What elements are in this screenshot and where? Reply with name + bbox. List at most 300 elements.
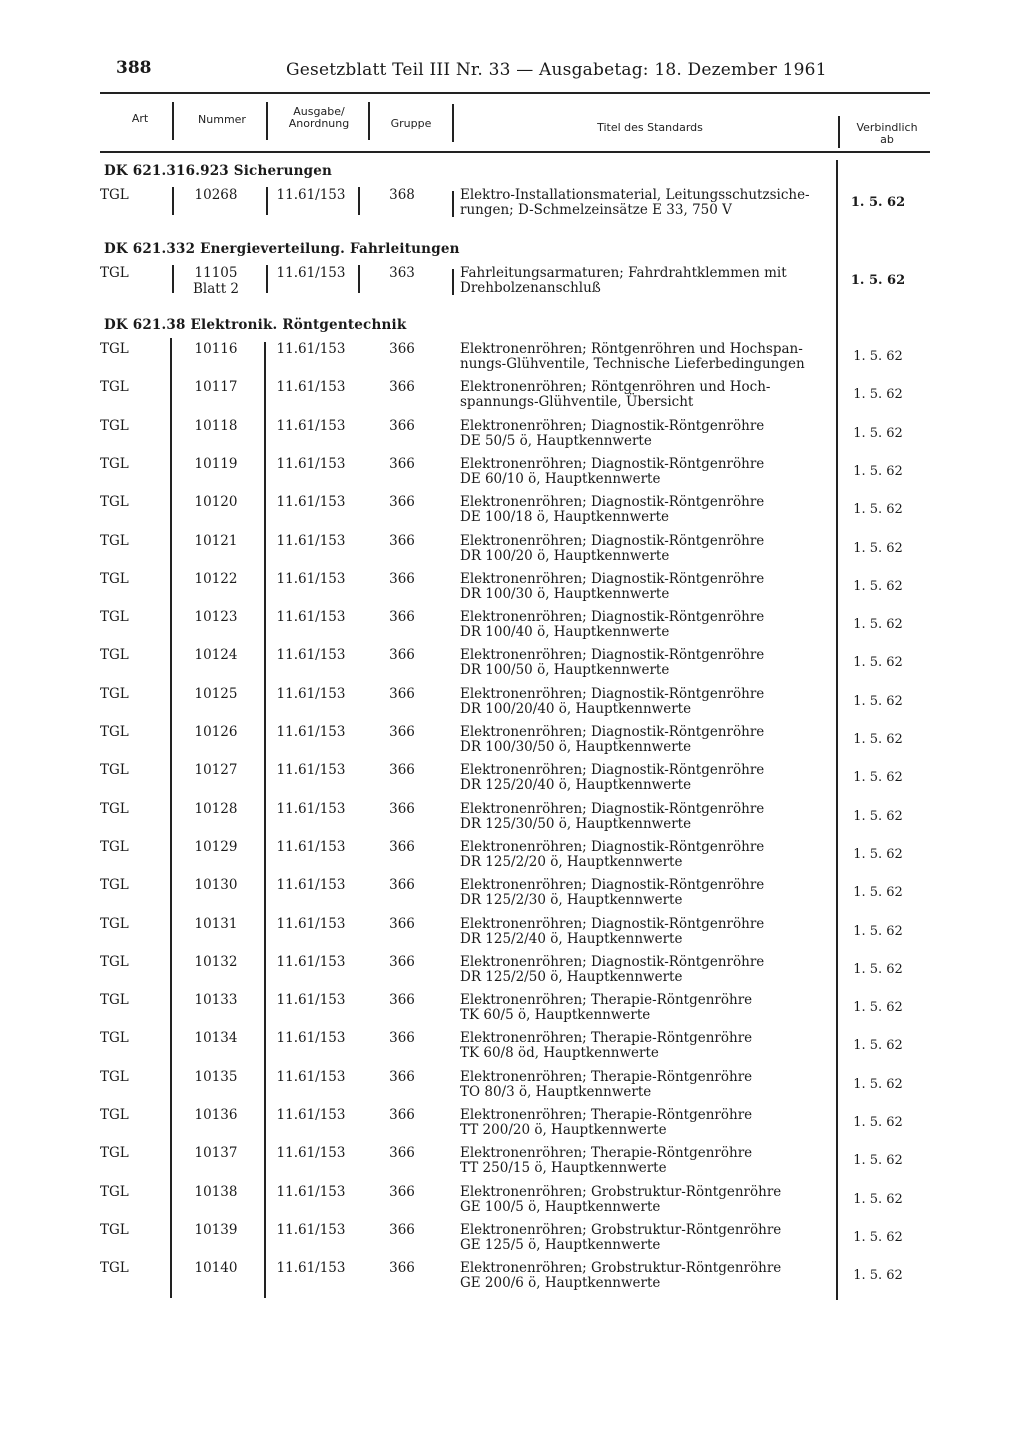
cell-verbindlich: 1. 5. 62 (853, 962, 903, 977)
cell-gruppe: 366 (389, 647, 415, 663)
cell-nummer-value: 10117 (194, 379, 238, 395)
cell-art: TGL (100, 762, 129, 778)
cell-titel-line1: Elektronenröhren; Diagnostik-Röntgenröhre (460, 724, 765, 740)
cell-titel (460, 1261, 835, 1291)
cell-titel-line1: Elektronenröhren; Diagnostik-Röntgenröhre (460, 762, 765, 778)
cell-nummer (176, 571, 256, 587)
cell-titel-line1: Elektronenröhren; Röntgenröhren und Hochspan- (460, 341, 803, 357)
cell-titel-line1: Elektronenröhren; Röntgenröhren und Hoch- (460, 379, 771, 395)
cell-titel (460, 1223, 835, 1253)
cell-ausgabe: 11.61/153 (276, 1260, 346, 1276)
cell-verbindlich: 1. 5. 62 (853, 349, 903, 364)
cell-ausgabe: 11.61/153 (276, 762, 346, 778)
table-row (0, 533, 1024, 569)
cell-nummer (176, 533, 256, 549)
cell-nummer (176, 418, 256, 434)
cell-art: TGL (100, 418, 129, 434)
cell-titel-line2: TT 200/20 ö, Hauptkennwerte (460, 1122, 667, 1138)
cell-art: TGL (100, 647, 129, 663)
cell-verbindlich: 1. 5. 62 (853, 502, 903, 517)
cell-gruppe: 368 (389, 187, 415, 203)
cell-gruppe: 366 (389, 1107, 415, 1123)
cell-verbindlich: 1. 5. 62 (853, 1077, 903, 1092)
cell-nummer-value: 10131 (194, 916, 238, 932)
table-row (0, 686, 1024, 722)
row-divider (266, 265, 268, 293)
cell-art: TGL (100, 1030, 129, 1046)
cell-nummer-value: 10130 (194, 877, 238, 893)
cell-art: TGL (100, 839, 129, 855)
cell-gruppe: 366 (389, 533, 415, 549)
cell-titel-line2: DE 100/18 ö, Hauptkennwerte (460, 509, 670, 525)
cell-nummer (176, 724, 256, 740)
cell-titel-line2: DR 125/2/30 ö, Hauptkennwerte (460, 892, 683, 908)
cell-art: TGL (100, 1107, 129, 1123)
cell-titel-line2: DR 100/30/50 ö, Hauptkennwerte (460, 739, 692, 755)
table-row (0, 839, 1024, 875)
cell-gruppe: 366 (389, 571, 415, 587)
cell-ausgabe: 11.61/153 (276, 379, 346, 395)
cell-verbindlich: 1. 5. 62 (853, 1000, 903, 1015)
table-row (0, 1107, 1024, 1143)
cell-nummer-value: 10126 (194, 724, 238, 740)
cell-titel (460, 648, 835, 678)
cell-titel-line1: Elektronenröhren; Diagnostik-Röntgenröhre (460, 686, 765, 702)
cell-nummer-value: 10134 (194, 1030, 238, 1046)
cell-ausgabe: 11.61/153 (276, 571, 346, 587)
cell-verbindlich: 1. 5. 62 (853, 1192, 903, 1207)
cell-titel (460, 840, 835, 870)
cell-gruppe: 366 (389, 1069, 415, 1085)
cell-nummer (176, 686, 256, 702)
cell-titel-line1: Elektronenröhren; Diagnostik-Röntgenröhre (460, 877, 765, 893)
cell-titel (460, 342, 835, 372)
cell-titel (460, 572, 835, 602)
cell-titel-line2: DR 100/20/40 ö, Hauptkennwerte (460, 701, 692, 717)
cell-nummer (176, 1145, 256, 1161)
cell-titel-line1: Elektronenröhren; Therapie-Röntgenröhre (460, 1069, 753, 1085)
table-row (0, 187, 1024, 223)
cell-titel-line1: Elektronenröhren; Diagnostik-Röntgenröhre (460, 418, 765, 434)
cell-titel-line1: Elektronenröhren; Therapie-Röntgenröhre (460, 1030, 753, 1046)
cell-ausgabe: 11.61/153 (276, 647, 346, 663)
cell-nummer (176, 494, 256, 510)
cell-nummer-value: 11105 (194, 265, 238, 281)
cell-nummer (176, 456, 256, 472)
cell-nummer (176, 187, 256, 203)
cell-nummer (176, 647, 256, 663)
cell-art: TGL (100, 801, 129, 817)
cell-titel (460, 725, 835, 755)
cell-art: TGL (100, 533, 129, 549)
cell-titel (460, 993, 835, 1023)
section-heading: DK 621.38 Elektronik. Röntgentechnik (104, 317, 407, 333)
cell-verbindlich: 1. 5. 62 (853, 617, 903, 632)
cell-titel-line2: TK 60/5 ö, Hauptkennwerte (460, 1007, 651, 1023)
cell-gruppe: 366 (389, 724, 415, 740)
cell-nummer-value: 10140 (194, 1260, 238, 1276)
col-verbindlich-line2: ab (880, 133, 894, 146)
cell-ausgabe: 11.61/153 (276, 1184, 346, 1200)
cell-nummer-value: 10132 (194, 954, 238, 970)
cell-verbindlich: 1. 5. 62 (853, 1153, 903, 1168)
cell-gruppe: 366 (389, 609, 415, 625)
table-row (0, 379, 1024, 415)
cell-titel (460, 534, 835, 564)
cell-ausgabe: 11.61/153 (276, 1222, 346, 1238)
cell-ausgabe: 11.61/153 (276, 1030, 346, 1046)
cell-art: TGL (100, 494, 129, 510)
col-verbindlich-line1: Verbindlich (856, 121, 918, 134)
cell-verbindlich: 1. 5. 62 (853, 1115, 903, 1130)
cell-titel-line2: DR 100/20 ö, Hauptkennwerte (460, 548, 670, 564)
cell-ausgabe: 11.61/153 (276, 877, 346, 893)
cell-verbindlich: 1. 5. 62 (853, 924, 903, 939)
cell-ausgabe: 11.61/153 (276, 839, 346, 855)
cell-titel-line2: nungs-Glühventile, Technische Lieferbedingungen (460, 356, 805, 372)
cell-nummer-value: 10118 (194, 418, 238, 434)
cell-titel-line2: DR 125/30/50 ö, Hauptkennwerte (460, 816, 692, 832)
cell-ausgabe: 11.61/153 (276, 801, 346, 817)
cell-verbindlich: 1. 5. 62 (853, 541, 903, 556)
cell-nummer-value: 10268 (194, 187, 238, 203)
row-divider (172, 265, 174, 293)
cell-art: TGL (100, 187, 129, 203)
cell-verbindlich: 1. 5. 62 (850, 195, 906, 210)
cell-nummer-value: 10124 (194, 647, 238, 663)
table-row (0, 1145, 1024, 1181)
cell-titel (460, 380, 835, 410)
cell-nummer-value: 10122 (194, 571, 238, 587)
page-header (116, 58, 827, 88)
cell-gruppe: 366 (389, 1260, 415, 1276)
cell-nummer (176, 1107, 256, 1123)
cell-verbindlich: 1. 5. 62 (853, 426, 903, 441)
cell-art: TGL (100, 571, 129, 587)
cell-titel-line1: Elektronenröhren; Diagnostik-Röntgenröhre (460, 916, 765, 932)
cell-nummer-value: 10121 (194, 533, 238, 549)
cell-titel-line2: DR 125/20/40 ö, Hauptkennwerte (460, 777, 692, 793)
table-row (0, 762, 1024, 798)
cell-gruppe: 366 (389, 1145, 415, 1161)
cell-verbindlich: 1. 5. 62 (850, 273, 906, 288)
table-row (0, 456, 1024, 492)
cell-gruppe: 366 (389, 456, 415, 472)
cell-ausgabe: 11.61/153 (276, 1145, 346, 1161)
cell-ausgabe: 11.61/153 (276, 724, 346, 740)
cell-art: TGL (100, 265, 129, 281)
cell-titel (460, 763, 835, 793)
cell-titel-line2: spannungs-Glühventile, Übersicht (460, 394, 694, 410)
table-row (0, 801, 1024, 837)
cell-titel-line1: Elektronenröhren; Diagnostik-Röntgenröhre (460, 954, 765, 970)
cell-titel-line2: DR 100/50 ö, Hauptkennwerte (460, 662, 670, 678)
table-row (0, 1030, 1024, 1066)
col-ausgabe-line1: Ausgabe/ (293, 105, 345, 118)
cell-nummer (176, 762, 256, 778)
cell-titel-line1: Elektronenröhren; Diagnostik-Röntgenröhre (460, 839, 765, 855)
cell-gruppe: 366 (389, 839, 415, 855)
table-row (0, 1184, 1024, 1220)
cell-nummer-value: 10125 (194, 686, 238, 702)
cell-nummer-value: 10127 (194, 762, 238, 778)
cell-nummer (176, 609, 256, 625)
table-row (0, 724, 1024, 760)
cell-titel-line2: GE 200/6 ö, Hauptkennwerte (460, 1275, 661, 1291)
cell-art: TGL (100, 609, 129, 625)
cell-nummer (176, 1030, 256, 1046)
table-row (0, 1069, 1024, 1105)
cell-gruppe: 366 (389, 1222, 415, 1238)
table-row (0, 494, 1024, 530)
cell-art: TGL (100, 379, 129, 395)
table-row (0, 877, 1024, 913)
cell-ausgabe: 11.61/153 (276, 494, 346, 510)
cell-nummer-value: 10138 (194, 1184, 238, 1200)
cell-gruppe: 366 (389, 1184, 415, 1200)
table-row (0, 418, 1024, 454)
cell-titel-line1: Elektronenröhren; Diagnostik-Röntgenröhre (460, 647, 765, 663)
col-ausgabe-line2: Anordnung (288, 117, 350, 130)
cell-titel (460, 1031, 835, 1061)
cell-verbindlich: 1. 5. 62 (853, 809, 903, 824)
cell-nummer-value: 10128 (194, 801, 238, 817)
row-divider (266, 187, 268, 215)
cell-titel (460, 1146, 835, 1176)
cell-art: TGL (100, 456, 129, 472)
cell-titel (460, 266, 835, 296)
cell-nummer (176, 1069, 256, 1085)
cell-verbindlich: 1. 5. 62 (853, 464, 903, 479)
cell-titel-line2: TO 80/3 ö, Hauptkennwerte (460, 1084, 652, 1100)
cell-gruppe: 366 (389, 954, 415, 970)
col-verbindlich (844, 122, 930, 146)
table-row (0, 647, 1024, 683)
col-art: Art (131, 112, 149, 125)
cell-art: TGL (100, 1222, 129, 1238)
cell-titel-line2: DE 50/5 ö, Hauptkennwerte (460, 433, 652, 449)
cell-titel-line1: Elektronenröhren; Diagnostik-Röntgenröhre (460, 609, 765, 625)
cell-nummer-value: 10139 (194, 1222, 238, 1238)
cell-nummer (176, 1184, 256, 1200)
cell-titel-line2: Drehbolzenanschluß (460, 280, 601, 296)
cell-ausgabe: 11.61/153 (276, 418, 346, 434)
cell-titel-line1: Elektronenröhren; Diagnostik-Röntgenröhre (460, 456, 765, 472)
row-divider (358, 187, 360, 215)
cell-verbindlich: 1. 5. 62 (853, 655, 903, 670)
cell-nummer (176, 992, 256, 1008)
cell-art: TGL (100, 877, 129, 893)
cell-verbindlich: 1. 5. 62 (853, 885, 903, 900)
cell-art: TGL (100, 954, 129, 970)
cell-nummer (176, 839, 256, 855)
cell-nummer (176, 1222, 256, 1238)
cell-titel-line2: DR 100/40 ö, Hauptkennwerte (460, 624, 670, 640)
cell-verbindlich: 1. 5. 62 (853, 1038, 903, 1053)
cell-titel-line2: DR 125/2/20 ö, Hauptkennwerte (460, 854, 683, 870)
cell-titel (460, 917, 835, 947)
cell-titel (460, 878, 835, 908)
cell-titel-line2: GE 125/5 ö, Hauptkennwerte (460, 1237, 661, 1253)
cell-titel-line1: Elektronenröhren; Therapie-Röntgenröhre (460, 1145, 753, 1161)
cell-art: TGL (100, 1184, 129, 1200)
cell-titel-line1: Elektronenröhren; Therapie-Röntgenröhre (460, 1107, 753, 1123)
cell-titel-line1: Elektronenröhren; Diagnostik-Röntgenröhre (460, 494, 765, 510)
cell-gruppe: 363 (389, 265, 415, 281)
table-row (0, 341, 1024, 377)
table-row (0, 609, 1024, 645)
cell-titel (460, 955, 835, 985)
cell-nummer-value: 10116 (194, 341, 238, 357)
row-divider (172, 187, 174, 215)
cell-nummer-value: 10119 (194, 456, 238, 472)
cell-gruppe: 366 (389, 494, 415, 510)
cell-ausgabe: 11.61/153 (276, 533, 346, 549)
cell-titel-line2: rungen; D-Schmelzeinsätze E 33, 750 V (460, 202, 732, 218)
cell-verbindlich: 1. 5. 62 (853, 1268, 903, 1283)
row-divider (452, 191, 454, 217)
cell-titel-line1: Elektro-Installationsmaterial, Leitungsschutzsiche- (460, 187, 810, 203)
cell-ausgabe: 11.61/153 (276, 916, 346, 932)
row-divider (452, 269, 454, 295)
cell-ausgabe: 11.61/153 (276, 341, 346, 357)
col-divider (172, 102, 174, 140)
col-divider (368, 102, 370, 140)
cell-ausgabe: 11.61/153 (276, 1107, 346, 1123)
cell-verbindlich: 1. 5. 62 (853, 847, 903, 862)
cell-titel-line2: DR 100/30 ö, Hauptkennwerte (460, 586, 670, 602)
cell-titel (460, 687, 835, 717)
cell-nummer (176, 916, 256, 932)
cell-nummer (176, 1260, 256, 1276)
cell-titel-line1: Elektronenröhren; Diagnostik-Röntgenröhre (460, 571, 765, 587)
cell-art: TGL (100, 1069, 129, 1085)
header-rule-top (100, 92, 930, 94)
cell-titel (460, 1185, 835, 1215)
cell-titel (460, 1070, 835, 1100)
cell-titel-line2: TT 250/15 ö, Hauptkennwerte (460, 1160, 667, 1176)
cell-nummer-value: 10137 (194, 1145, 238, 1161)
gazette-title: Gesetzblatt Teil III Nr. 33 — Ausgabetag: 18. Dezember 1961 (286, 60, 827, 80)
cell-nummer-value: 10136 (194, 1107, 238, 1123)
table-row (0, 916, 1024, 952)
cell-art: TGL (100, 1260, 129, 1276)
cell-gruppe: 366 (389, 379, 415, 395)
cell-nummer (176, 954, 256, 970)
cell-nummer-sheet: Blatt 2 (192, 281, 240, 297)
cell-verbindlich: 1. 5. 62 (853, 579, 903, 594)
cell-titel-line1: Elektronenröhren; Diagnostik-Röntgenröhre (460, 533, 765, 549)
col-titel: Titel des Standards (597, 121, 703, 134)
cell-titel-line1: Elektronenröhren; Diagnostik-Röntgenröhre (460, 801, 765, 817)
cell-art: TGL (100, 686, 129, 702)
cell-nummer (176, 801, 256, 817)
table-row (0, 1260, 1024, 1296)
cell-titel (460, 610, 835, 640)
col-divider (266, 102, 268, 140)
table-row (0, 571, 1024, 607)
cell-nummer-value: 10133 (194, 992, 238, 1008)
cell-titel-line2: DR 125/2/40 ö, Hauptkennwerte (460, 931, 683, 947)
cell-verbindlich: 1. 5. 62 (853, 1230, 903, 1245)
cell-art: TGL (100, 916, 129, 932)
cell-titel (460, 457, 835, 487)
cell-art: TGL (100, 1145, 129, 1161)
cell-nummer-value: 10135 (194, 1069, 238, 1085)
cell-nummer (176, 877, 256, 893)
page-number: 388 (116, 58, 152, 78)
table-row (0, 265, 1024, 301)
row-divider (358, 265, 360, 293)
cell-titel-line1: Elektronenröhren; Grobstruktur-Röntgenröhre (460, 1222, 782, 1238)
cell-titel-line1: Elektronenröhren; Grobstruktur-Röntgenröhre (460, 1260, 782, 1276)
cell-nummer-value: 10129 (194, 839, 238, 855)
col-divider (452, 104, 454, 142)
table-row (0, 1222, 1024, 1258)
cell-titel (460, 802, 835, 832)
section-heading: DK 621.332 Energieverteilung. Fahrleitungen (104, 241, 460, 257)
cell-gruppe: 366 (389, 916, 415, 932)
cell-art: TGL (100, 724, 129, 740)
cell-nummer (176, 265, 256, 297)
cell-art: TGL (100, 992, 129, 1008)
cell-titel-line1: Fahrleitungsarmaturen; Fahrdrahtklemmen mit (460, 265, 787, 281)
cell-ausgabe: 11.61/153 (276, 954, 346, 970)
cell-ausgabe: 11.61/153 (276, 187, 346, 203)
cell-titel-line1: Elektronenröhren; Grobstruktur-Röntgenröhre (460, 1184, 782, 1200)
cell-nummer (176, 379, 256, 395)
col-ausgabe (274, 106, 364, 130)
cell-titel (460, 419, 835, 449)
table-row (0, 954, 1024, 990)
cell-ausgabe: 11.61/153 (276, 456, 346, 472)
cell-ausgabe: 11.61/153 (276, 1069, 346, 1085)
col-divider (838, 116, 840, 148)
cell-titel (460, 495, 835, 525)
cell-ausgabe: 11.61/153 (276, 265, 346, 281)
cell-nummer (176, 341, 256, 357)
cell-titel-line2: DE 60/10 ö, Hauptkennwerte (460, 471, 661, 487)
col-nummer: Nummer (198, 113, 246, 126)
cell-verbindlich: 1. 5. 62 (853, 694, 903, 709)
cell-titel-line2: TK 60/8 öd, Hauptkennwerte (460, 1045, 659, 1061)
cell-titel-line1: Elektronenröhren; Therapie-Röntgenröhre (460, 992, 753, 1008)
cell-ausgabe: 11.61/153 (276, 686, 346, 702)
cell-titel (460, 188, 835, 218)
cell-ausgabe: 11.61/153 (276, 992, 346, 1008)
cell-gruppe: 366 (389, 762, 415, 778)
cell-ausgabe: 11.61/153 (276, 609, 346, 625)
col-gruppe: Gruppe (390, 117, 432, 130)
cell-verbindlich: 1. 5. 62 (853, 387, 903, 402)
cell-titel (460, 1108, 835, 1138)
cell-titel-line2: DR 125/2/50 ö, Hauptkennwerte (460, 969, 683, 985)
section-heading: DK 621.316.923 Sicherungen (104, 163, 333, 179)
cell-verbindlich: 1. 5. 62 (853, 770, 903, 785)
cell-gruppe: 366 (389, 1030, 415, 1046)
header-rule-bottom (100, 151, 930, 153)
cell-gruppe: 366 (389, 341, 415, 357)
cell-gruppe: 366 (389, 686, 415, 702)
cell-gruppe: 366 (389, 877, 415, 893)
table-header (100, 92, 930, 154)
cell-art: TGL (100, 341, 129, 357)
cell-nummer-value: 10120 (194, 494, 238, 510)
cell-gruppe: 366 (389, 418, 415, 434)
cell-nummer-value: 10123 (194, 609, 238, 625)
table-row (0, 992, 1024, 1028)
cell-gruppe: 366 (389, 801, 415, 817)
